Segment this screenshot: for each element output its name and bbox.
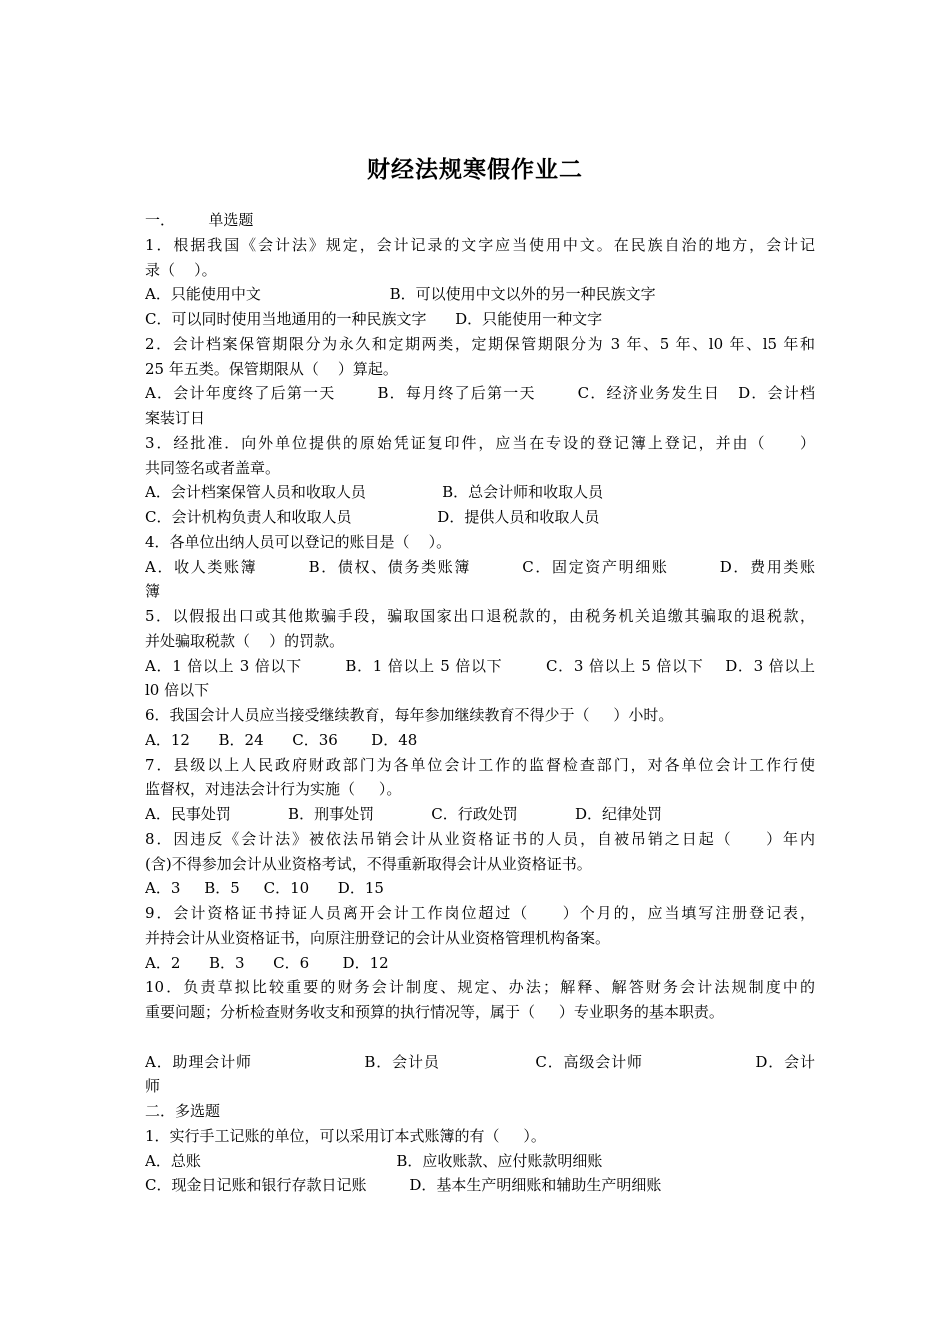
question-line: 并持会计从业资格证书，向原注册登记的会计从业资格管理机构备案。	[145, 928, 611, 947]
question-line: 并处骗取税款（ ）的罚款。	[145, 631, 345, 650]
options-line: 案装订日	[145, 409, 206, 427]
options-line: C．会计机构负责人和收取人员 D．提供人员和收取人员	[145, 508, 600, 526]
options-line: A．只能使用中文 B．可以使用中文以外的另一种民族文字	[145, 285, 656, 304]
question-line: 5．以假报出口或其他欺骗手段，骗取国家出口退税款的，由税务机关追缴其骗取的退税款，	[145, 607, 815, 625]
question-line: 3．经批准．向外单位提供的原始凭证复印件，应当在专设的登记簿上登记，并由（ ）	[145, 433, 815, 452]
options-line: l0 倍以下	[145, 681, 210, 700]
question-line: 9．会计资格证书持证人员离开会计工作岗位超过（ ）个月的，应当填写注册登记表，	[145, 904, 815, 922]
question-line: 监督权，对违法会计行为实施（ ）。	[145, 780, 402, 799]
options-line: C．可以同时使用当地通用的一种民族文字 D．只能使用一种文字	[145, 310, 603, 328]
document-title: 财经法规寒假作业二	[367, 156, 583, 183]
options-line: A．会计年度终了后第一天 B．每月终了后第一天 C．经济业务发生日 D．会计档	[145, 384, 815, 403]
options-line: A．2 B．3 C．6 D．12	[145, 953, 389, 972]
options-line: A．1 倍以上 3 倍以下 B．1 倍以上 5 倍以下 C．3 倍以上 5 倍以下 D．3 倍以上	[145, 656, 815, 675]
options-line: A．总账 B．应收账款、应付账款明细账	[145, 1151, 603, 1170]
question-line: 录（ ）。	[145, 260, 217, 279]
options-line: C．现金日记账和银行存款日记账 D．基本生产明细账和辅助生产明细账	[145, 1176, 662, 1195]
question-line: 25 年五类。保管期限从（ ）算起。	[145, 359, 398, 378]
question-line: 6．我国会计人员应当接受继续教育，每年参加继续教育不得少于（ ）小时。	[145, 706, 674, 724]
question-line: 4．各单位出纳人员可以登记的账目是（ ）。	[145, 532, 452, 551]
section-heading-line: 一． 单选题	[145, 211, 254, 229]
question-line: 重要问题；分析检查财务收支和预算的执行情况等，属于（ ）专业职务的基本职责。	[145, 1003, 724, 1021]
question-line: 10．负责草拟比较重要的财务会计制度、规定、办法；解释、解答财务会计法规制度中的	[145, 978, 815, 997]
options-line: A．12 B．24 C．36 D．48	[145, 730, 418, 749]
question-line: (含)不得参加会计从业资格考试，不得重新取得会计从业资格证书。	[145, 854, 592, 873]
question-line: 7．县级以上人民政府财政部门为各单位会计工作的监督检查部门，对各单位会计工作行使	[145, 755, 815, 774]
section-heading-line: 二．多选题	[145, 1102, 221, 1120]
options-line: A．民事处罚 B．刑事处罚 C．行政处罚 D．纪律处罚	[145, 805, 663, 823]
options-line: A．收人类账簿 B．债权、债务类账簿 C．固定资产明细账 D．费用类账	[145, 557, 815, 576]
question-line: 2．会计档案保管期限分为永久和定期两类，定期保管期限分为 3 年、5 年、l0 年、l5 年和	[145, 334, 815, 353]
options-line: 簿	[145, 582, 161, 601]
blank-line	[145, 1025, 815, 1050]
question-line: 8．因违反《会计法》被依法吊销会计从业资格证书的人员，自被吊销之日起（ ）年内	[145, 829, 815, 848]
question-line: 共同签名或者盖章。	[145, 458, 281, 477]
question-line: 1．实行手工记账的单位，可以采用订本式账簿的有（ ）。	[145, 1126, 546, 1145]
options-line: A．3 B．5 C．10 D．15	[145, 879, 384, 898]
options-line: 师	[145, 1077, 161, 1096]
question-line: 1．根据我国《会计法》规定，会计记录的文字应当使用中文。在民族自治的地方，会计记	[145, 235, 815, 254]
document-body	[145, 208, 815, 1198]
options-line: A．助理会计师 B．会计员 C．高级会计师 D．会计	[145, 1052, 815, 1071]
options-line: A．会计档案保管人员和收取人员 B．总会计师和收取人员	[145, 483, 604, 502]
